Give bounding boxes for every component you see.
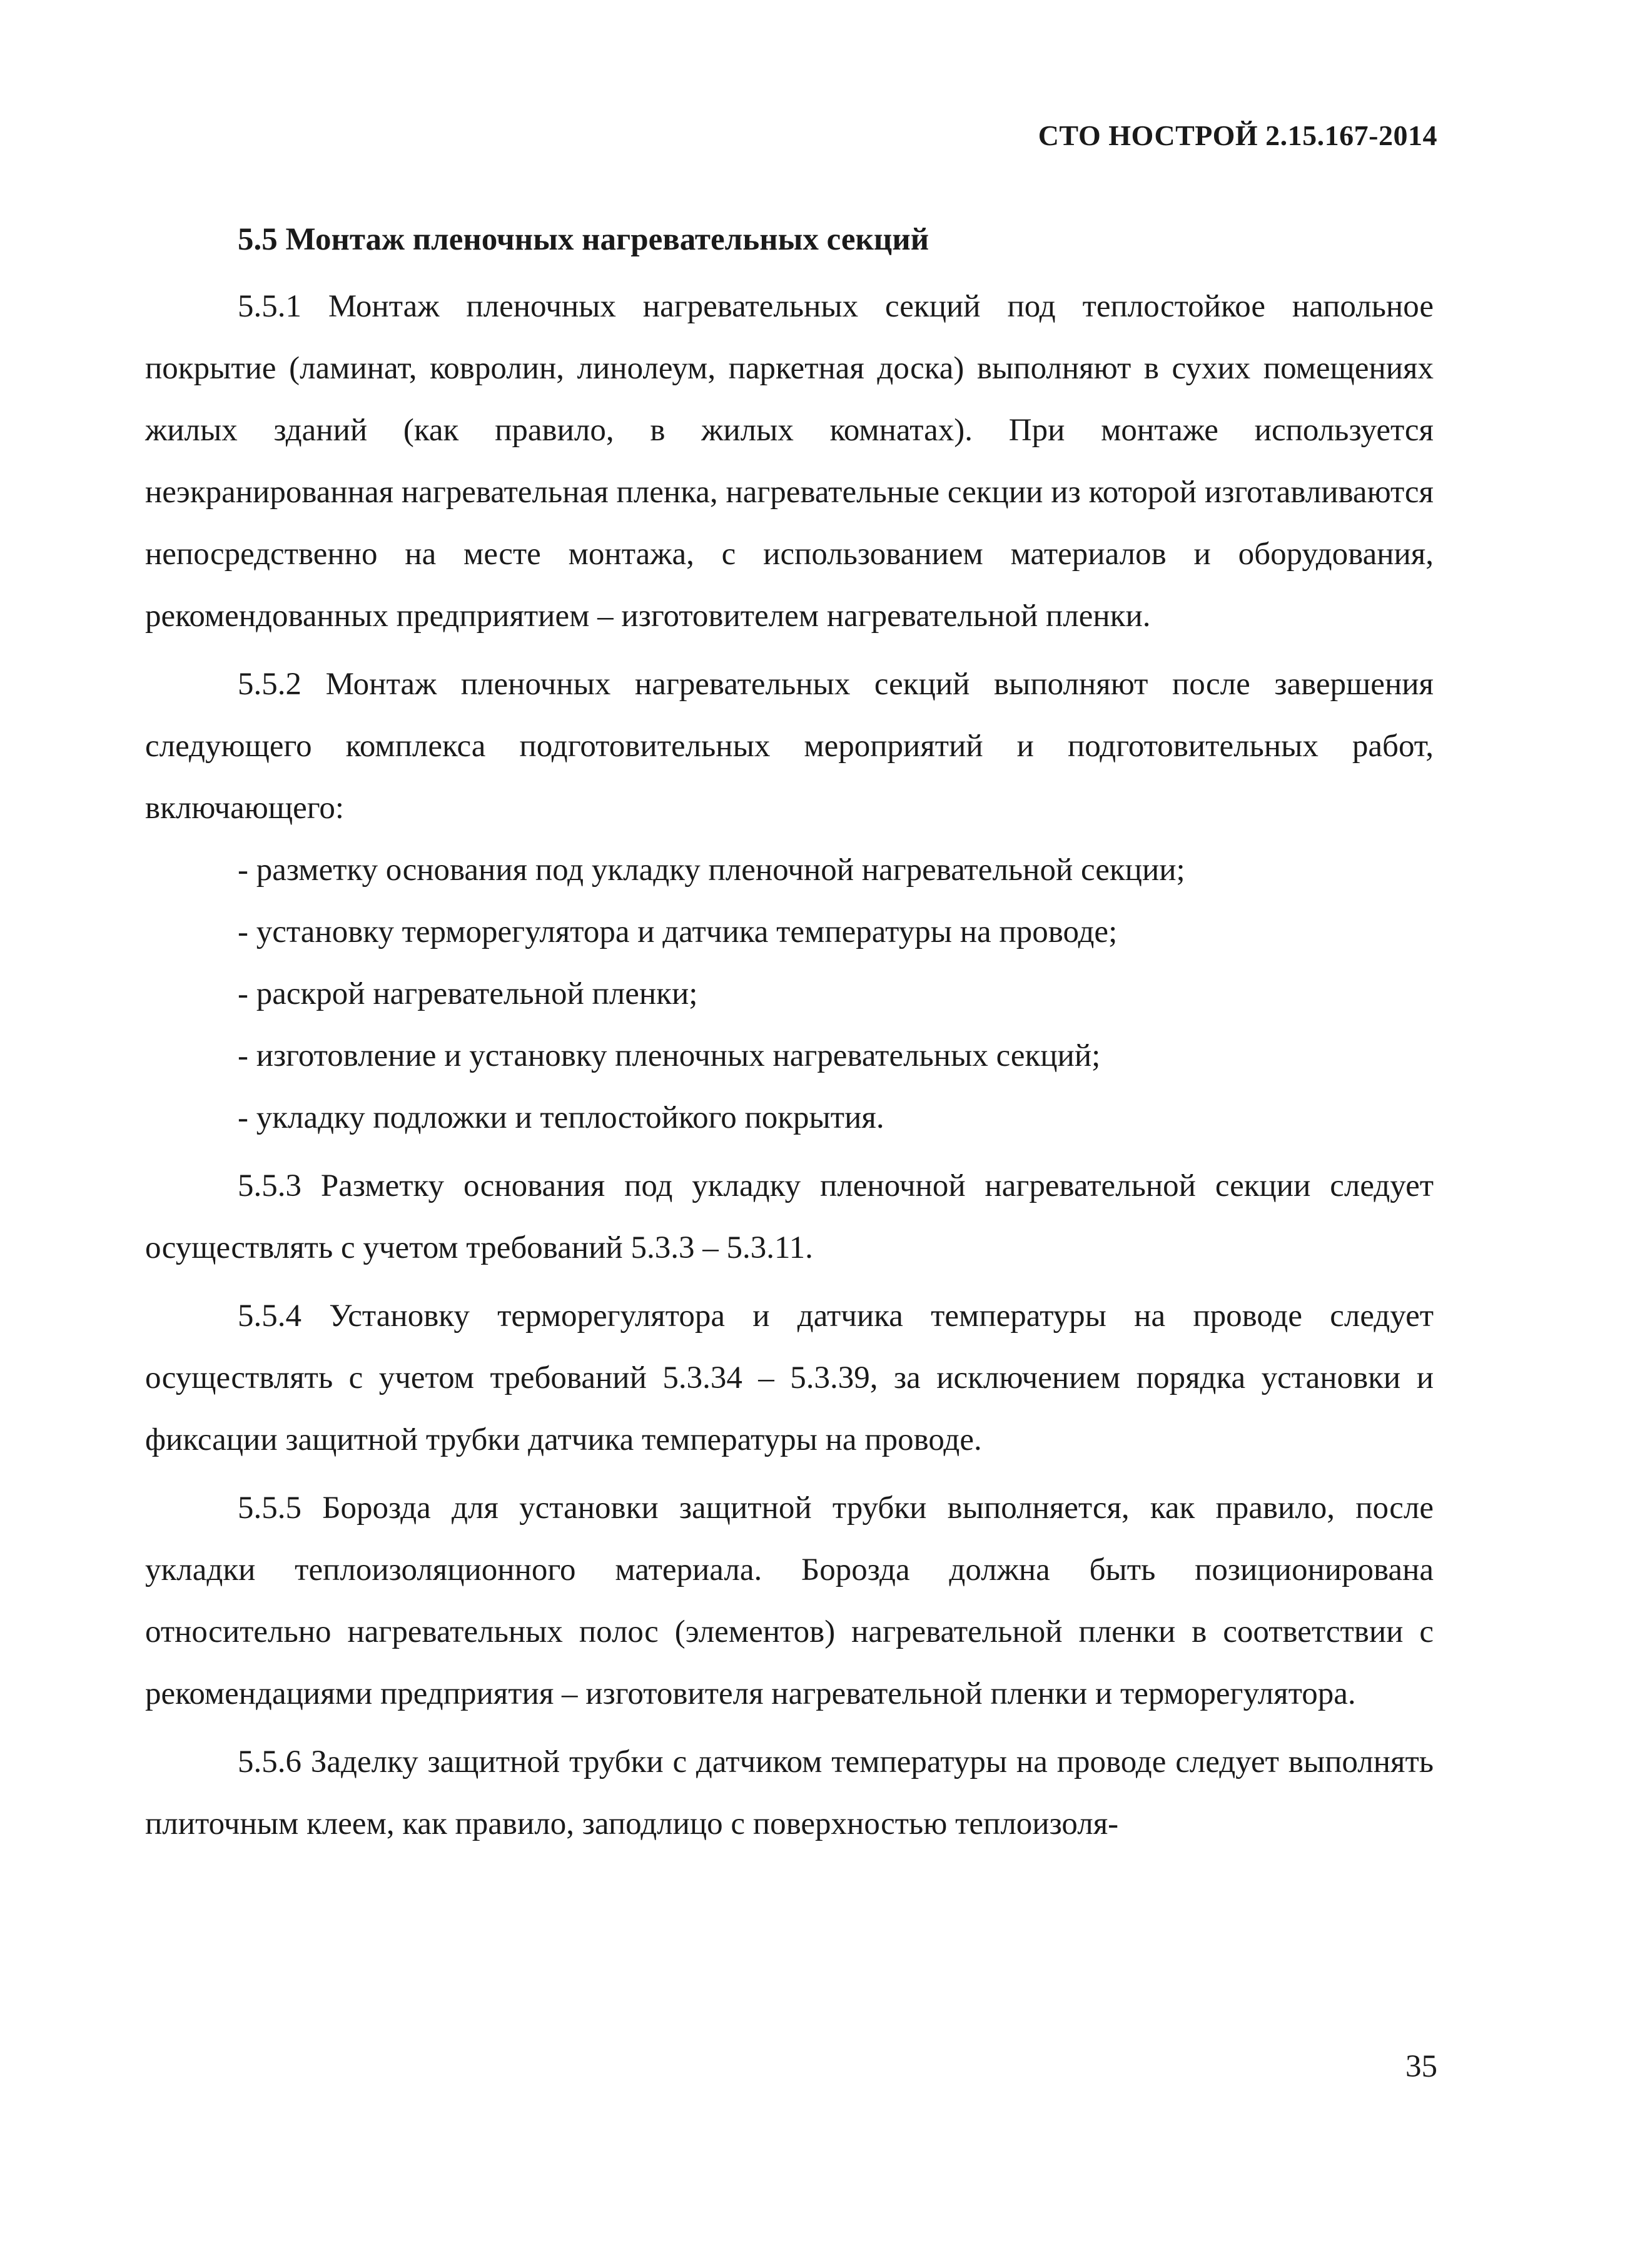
paragraph-5-5-4: 5.5.4 Установку терморегулятора и датчика температуры на проводе следует осуществлять с учетом требований 5.3.34 – 5.3.39, за исключением порядка установки и фиксации защитной трубки датчика температуры на проводе.: [145, 1299, 1434, 1457]
page-content: [145, 210, 1434, 1855]
list-item: - установку терморегулятора и датчика температуры на проводе;: [238, 914, 1118, 949]
paragraph-5-5-6: 5.5.6 Заделку защитной трубки с датчиком температуры на проводе следует выполнять плиточным клеем, как правило, заподлицо с поверхностью теплоизоля-: [145, 1744, 1434, 1841]
section-title: 5.5 Монтаж пленочных нагревательных секций: [238, 222, 929, 257]
list-item: - раскрой нагревательной пленки;: [238, 976, 698, 1011]
list-item: - укладку подложки и теплостойкого покрытия.: [238, 1100, 884, 1135]
document-code-header: СТО НОСТРОЙ 2.15.167-2014: [1038, 119, 1437, 151]
paragraph-5-5-2: 5.5.2 Монтаж пленочных нагревательных секций выполняют после завершения следующего комплекса подготовительных мероприятий и подготовительных работ, включающего:: [145, 667, 1434, 826]
preparatory-work-list: [145, 839, 1434, 1149]
paragraph-5-5-1: 5.5.1 Монтаж пленочных нагревательных секций под теплостойкое напольное покрытие (ламинат, ковролин, линолеум, паркетная доска) выполняют в сухих помещениях жилых зданий (как правило, в жилых комнатах). При монтаже используется неэкранированная нагревательная пленка, нагревательные секции из которой изготавливаются непосредственно на месте монтажа, с использованием материалов и оборудования, рекомендованных предприятием – изготовителем нагревательной пленки.: [145, 289, 1434, 634]
list-item: - изготовление и установку пленочных нагревательных секций;: [238, 1038, 1101, 1073]
paragraph-5-5-5: 5.5.5 Борозда для установки защитной трубки выполняется, как правило, после укладки теплоизоляционного материала. Борозда должна быть позиционирована относительно нагревательных полос (элементов) нагревательной пленки в соответствии с рекомендациями предприятия – изготовителя нагревательной пленки и терморегулятора.: [145, 1491, 1434, 1711]
list-item: - разметку основания под укладку пленочной нагревательной секции;: [238, 853, 1185, 888]
page-number: 35: [1405, 2049, 1437, 2084]
paragraph-5-5-3: 5.5.3 Разметку основания под укладку пленочной нагревательной секции следует осуществлять с учетом требований 5.3.3 – 5.3.11.: [145, 1168, 1434, 1265]
